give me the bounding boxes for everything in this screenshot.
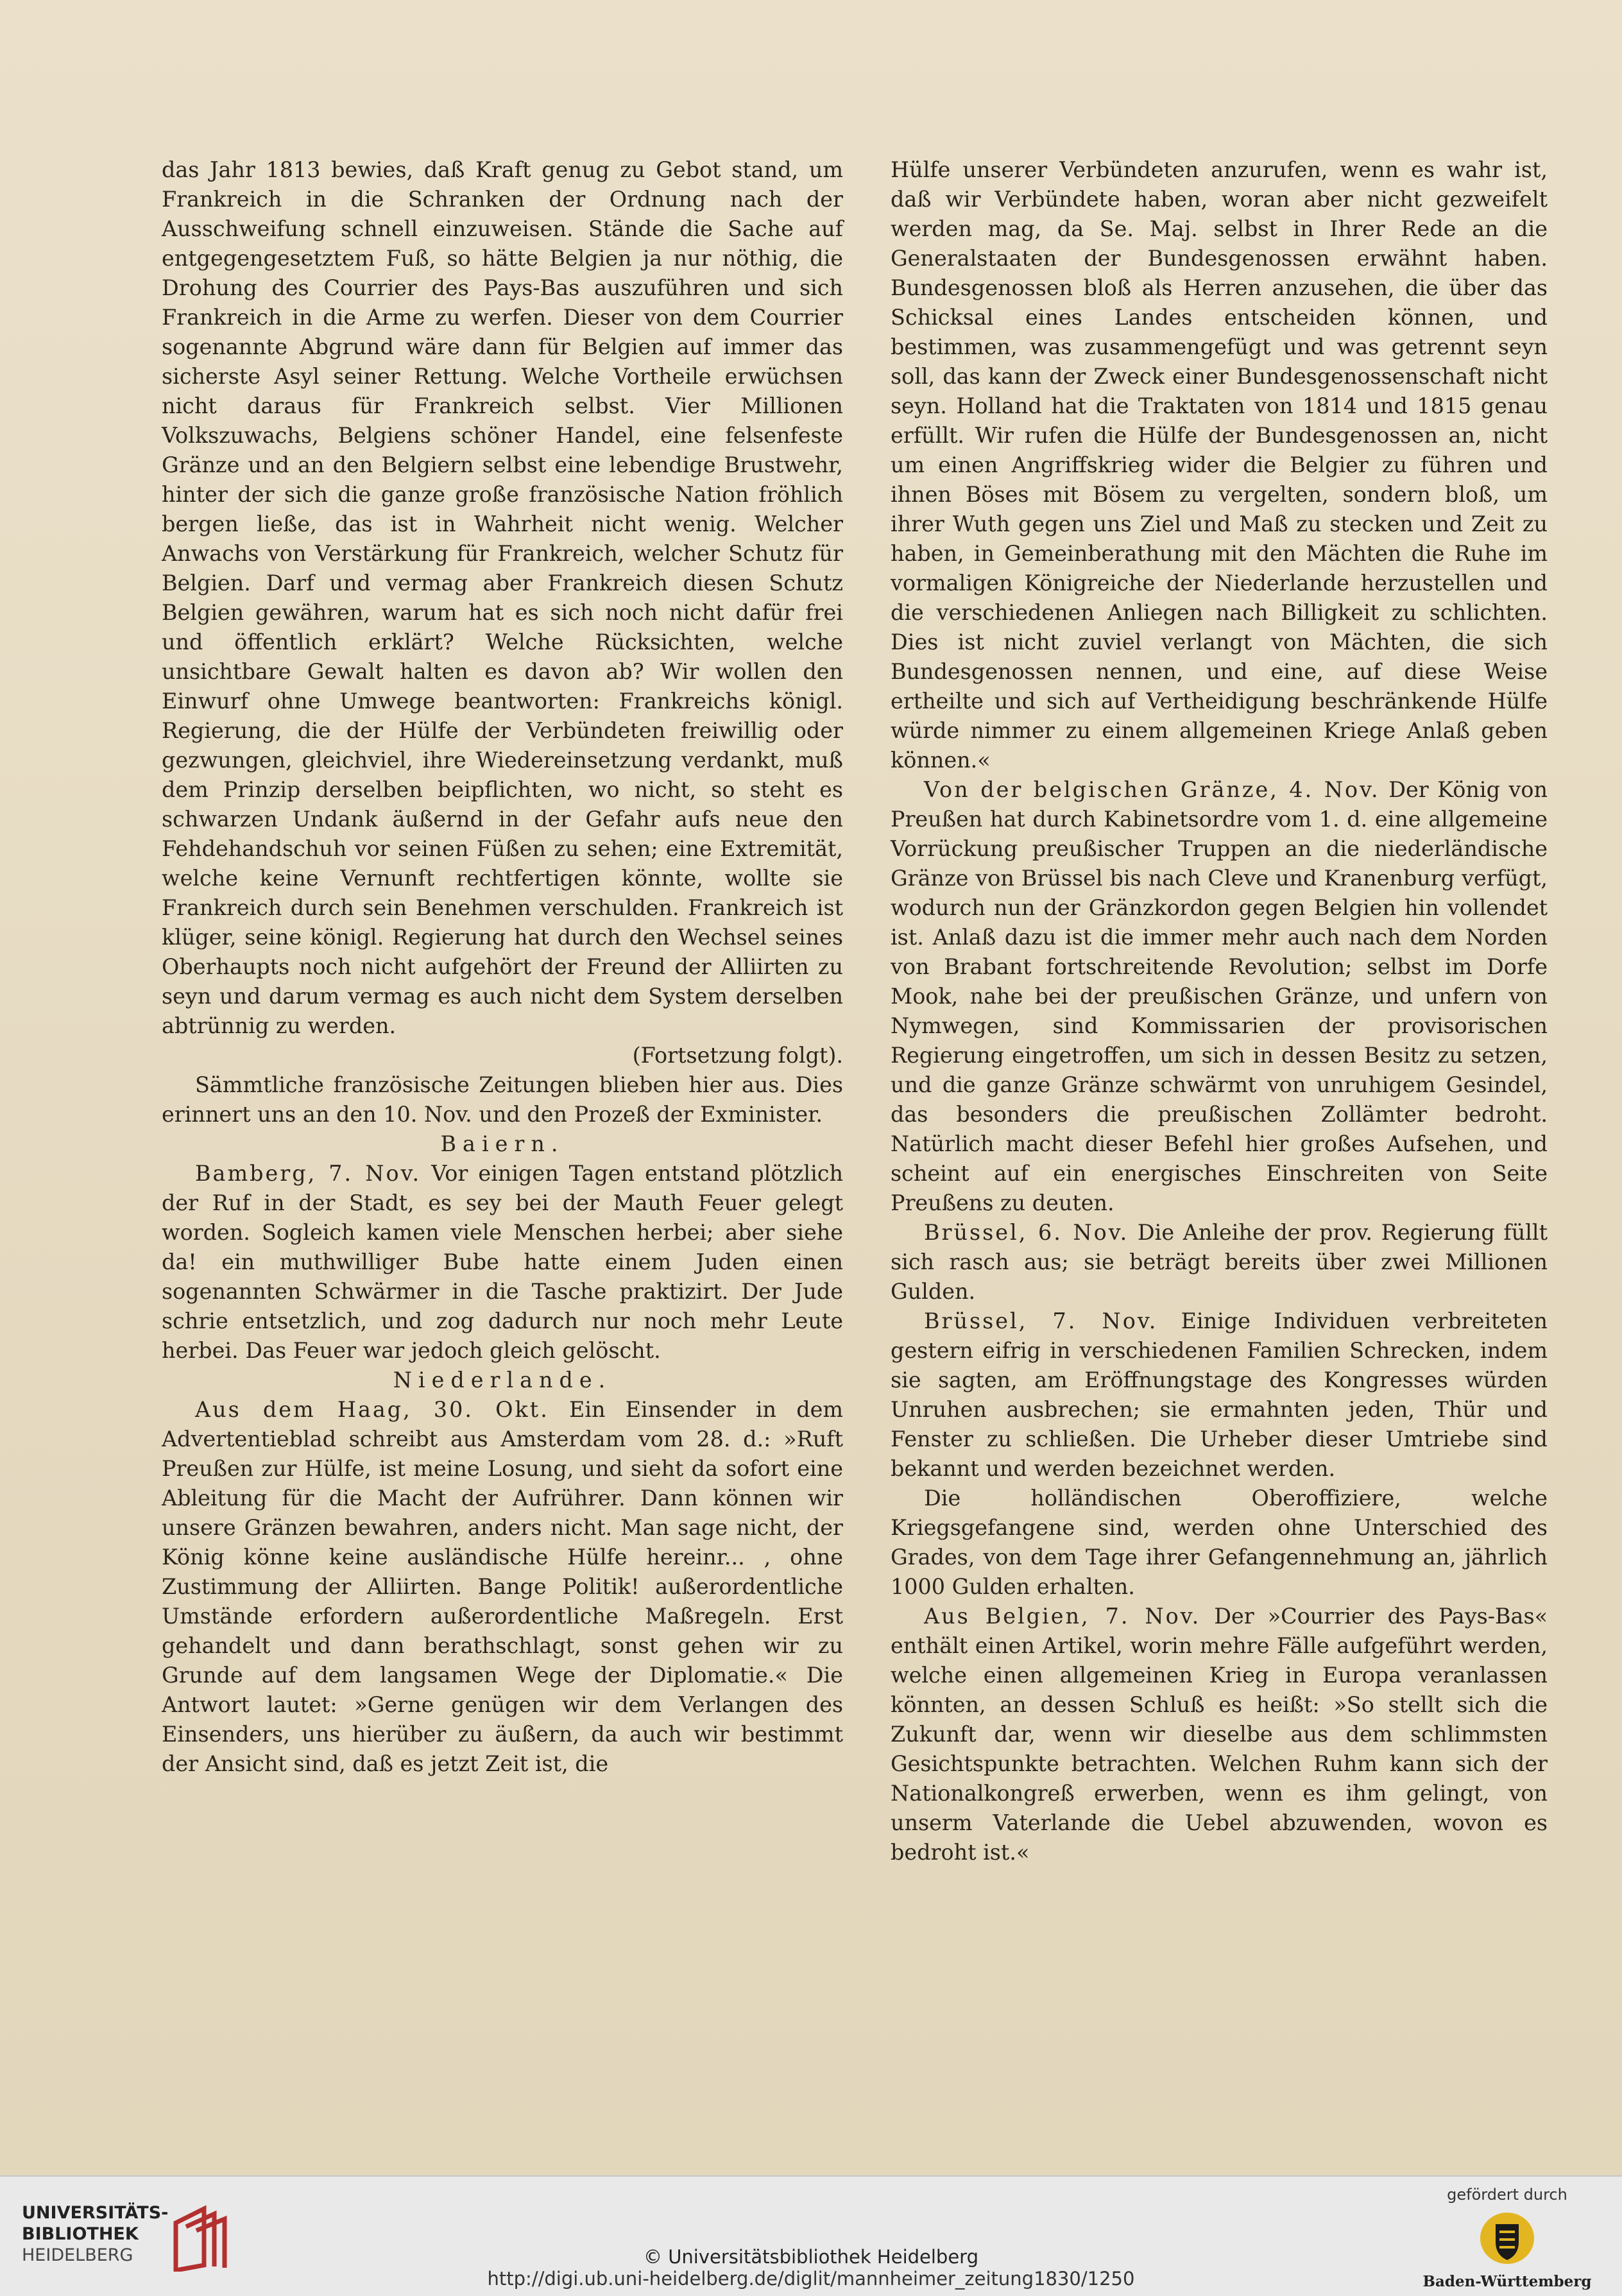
- dateline: Brüssel, 7. Nov.: [924, 1308, 1158, 1333]
- library-name-line: BIBLIOTHEK: [22, 2224, 139, 2244]
- article-paragraph: [891, 1602, 1548, 1867]
- section-heading-niederlande: Niederlande.: [393, 1367, 612, 1392]
- article-paragraph: [891, 775, 1548, 1218]
- copyright-notice: © Universitätsbibliothek Heidelberg: [643, 2246, 978, 2268]
- article-text: Die Anleihe der prov. Regierung füllt sich rasch aus; sie beträgt bereits über zwei Millionen Gulden.: [891, 1220, 1548, 1304]
- library-name-line: HEIDELBERG: [22, 2245, 133, 2265]
- coat-of-arms-icon: [1478, 2210, 1536, 2266]
- article-text: Der König von Preußen hat durch Kabinetsordre vom 1. d. eine allgemeine Vorrückung preußischer Truppen an die niederländische Gränze von Brüssel bis nach Cleve und Kranenburg verfügt, wodurch nun der Gränzkordon gegen Belgien hin vollendet ist. Anlaß dazu ist die immer mehr auch nach dem Norden von Brabant fortschreitende Revolution; selbst im Dorfe Mook, nahe bei der preußischen Gränze, und unfern von Nymwegen, sind Kommissarien der provisorischen Regierung eingetroffen, um sich in dessen Besitz zu setzen, und die ganze Gränze schwärmt von unruhigem Gesindel, das besonders die preußischen Zollämter bedroht. Natürlich macht dieser Befehl hier großes Aufsehen, und scheint auf ein energisches Einschreiten von Seite Preußens zu deuten.: [891, 777, 1548, 1215]
- funding-name: Baden-Württemberg: [1422, 2273, 1592, 2290]
- article-paragraph: Sämmtliche französische Zeitungen blieben hier aus. Dies erinnert uns an den 10. Nov. und den Prozeß der Exminister.: [162, 1072, 843, 1127]
- dateline: Aus Belgien, 7. Nov.: [924, 1604, 1201, 1629]
- article-text: Ein Einsender in dem Advertentieblad schreibt aus Amsterdam vom 28. d.: »Ruft Preußen zur Hülfe, ist meine Losung, und sieht da sofort eine Ableitung für die Macht der Aufrührer. Dann können wir unsere Gränzen bewahren, anders nicht. Man sage nicht, der König könne keine ausländische Hülfe hereinr... , ohne Zustimmung der Alliirten. Bange Politik! außerordentliche Umstände erfordern außerordentliche Maßregeln. Erst gehandelt und dann berathschlagt, sonst gehen wir zu Grunde auf dem langsamen Wege der Diplomatie.« Die Antwort lautet: »Gerne genügen wir dem Verlangen des Einsenders, uns hierüber zu äußern, da auch wir bestimmt der Ansicht sind, daß es jetzt Zeit ist, die: [162, 1397, 843, 1776]
- article-paragraph: [162, 1159, 843, 1366]
- funding-credit: [1414, 2186, 1600, 2292]
- article-paragraph: Hülfe unserer Verbündeten anzurufen, wenn es wahr ist, daß wir Verbündete haben, woran aber nicht gezweifelt werden mag, da Se. Maj. selbst in Ihrer Rede an die Generalstaaten der Bundesgenossen erwähnt haben. Bundesgenossen bloß als Herren anzusehen, die über das Schicksal eines Landes entscheiden können, und bestimmen, was zusammengefügt und was getrennt seyn soll, das kann der Zweck einer Bundesgenossenschaft nicht seyn. Holland hat die Traktaten von 1814 und 1815 genau erfüllt. Wir rufen die Hülfe der Bundesgenossen an, nicht um einen Angriffskrieg wider die Belgier zu führen und ihnen Böses mit Bösem zu vergelten, sondern bloß, um ihrer Wuth gegen uns Ziel und Maß zu stecken und Zeit zu haben, in Gemeinberathung mit den Mächten die Ruhe im vormaligen Königreiche der Niederlande herzustellen und die verschiedenen Anliegen nach Billigkeit zu schlichten. Dies ist nicht zuviel verlangt von Mächten, die sich Bundesgenossen nennen, und eine, auf diese Weise ertheilte und sich auf Vertheidigung beschränkende Hülfe würde nimmer zu einem allgemeinen Kriege Anlaß geben können.«: [891, 157, 1548, 773]
- funding-label: gefördert durch: [1447, 2186, 1567, 2204]
- section-heading-baiern: Baiern.: [440, 1131, 565, 1156]
- footer-bar: [0, 2175, 1622, 2296]
- dateline: Von der belgischen Gränze, 4. Nov.: [924, 777, 1380, 802]
- article-text: Vor einigen Tagen entstand plötzlich der Ruf in der Stadt, es sey bei der Mauth Feuer gelegt worden. Sogleich kamen viele Menschen herbei; aber siehe da! ein muthwilliger Bube hatte einem Juden einen sogenannten Schwärmer in die Tasche praktizirt. Der Jude schrie entsetzlich, und zog dadurch nur noch mehr Leute herbei. Das Feuer war jedoch gleich gelöscht.: [162, 1161, 843, 1363]
- library-name-line: UNIVERSITÄTS-: [22, 2203, 169, 2223]
- article-paragraph: [891, 1218, 1548, 1306]
- article-paragraph: [891, 1306, 1548, 1484]
- left-column: [162, 155, 843, 1779]
- dateline: Bamberg, 7. Nov.: [195, 1161, 422, 1186]
- permalink[interactable]: http://digi.ub.uni-heidelberg.de/diglit/mannheimer_zeitung1830/1250: [487, 2268, 1135, 2290]
- dateline: Brüssel, 6. Nov.: [924, 1220, 1129, 1245]
- article-paragraph: Die holländischen Oberoffiziere, welche Kriegsgefangene sind, werden ohne Unterschied des Grades, von dem Tage ihrer Gefangennehmung an, jährlich 1000 Gulden erhalten.: [891, 1486, 1548, 1599]
- article-paragraph: [162, 1395, 843, 1779]
- article-paragraph: das Jahr 1813 bewies, daß Kraft genug zu Gebot stand, um Frankreich in die Schranken der Ordnung nach der Ausschweifung schnell einzuweisen. Stände die Sache auf entgegengesetztem Fuß, so hätte Belgien ja nur nöthig, die Drohung des Courrier des Pays-Bas auszuführen und sich Frankreich in die Arme zu werfen. Dieser von dem Courrier sogenannte Abgrund wäre dann für Belgien auf immer das sicherste Asyl seiner Rettung. Welche Vortheile erwüchsen nicht daraus für Frankreich selbst. Vier Millionen Volkszuwachs, Belgiens schöner Handel, eine felsenfeste Gränze und an den Belgiern selbst eine lebendige Brustwehr, hinter der sich die ganze große französische Nation fröhlich bergen ließe, das ist in Wahrheit nicht wenig. Welcher Anwachs von Verstärkung für Frankreich, welcher Schutz für Belgien. Darf und vermag aber Frankreich diesen Schutz Belgien gewähren, warum hat es sich noch nicht dafür frei und öffentlich erklärt? Welche Rücksichten, welche unsichtbare Gewalt halten es davon ab? Wir wollen den Einwurf ohne Umwege beantworten: Frankreichs königl. Regierung, die der Hülfe der Verbündeten freiwillig oder gezwungen, gleichviel, ihre Wiedereinsetzung verdankt, muß dem Prinzip derselben beipflichten, wo nicht, so steht es schwarzen Undank äußernd in der Gefahr aufs neue den Fehdehandschuh vor seinen Füßen zu sehen; eine Extremität, welche keine Vernunft rechtfertigen könnte, wollte sie Frankreich durch sein Benehmen verschulden. Frankreich ist klüger, seine königl. Regierung hat durch den Wechsel seines Oberhaupts noch nicht aufgehört der Freund der Alliirten zu seyn und darum vermag es auch nicht dem System derselben abtrünnig zu werden.: [162, 157, 843, 1038]
- continuation-note: (Fortsetzung folgt).: [632, 1043, 843, 1068]
- right-column: [891, 155, 1548, 1867]
- dateline: Aus dem Haag, 30. Okt.: [195, 1397, 549, 1422]
- article-text: Der »Courrier des Pays-Bas« enthält einen Artikel, worin mehre Fälle aufgeführt werden, welche einen allgemeinen Krieg in Europa veranlassen könnten, an dessen Schluß es heißt: »So stellt sich die Zukunft dar, wenn wir dieselbe aus dem schlimmsten Gesichtspunkte betrachten. Welchen Ruhm kann sich der Nationalkongreß erwerben, wenn es ihm gelingt, von unserm Vaterlande die Uebel abzuwenden, wovon es bedroht ist.«: [891, 1604, 1548, 1865]
- article-text: Einige Individuen verbreiteten gestern eifrig in verschiedenen Familien Schrecken, indem sie sagten, am Eröffnungstage des Kongresses würden Unruhen ausbrechen; sie ermahnten jeden, Thür und Fenster zu schließen. Die Urheber dieser Umtriebe sind bekannt und werden bezeichnet werden.: [891, 1308, 1548, 1481]
